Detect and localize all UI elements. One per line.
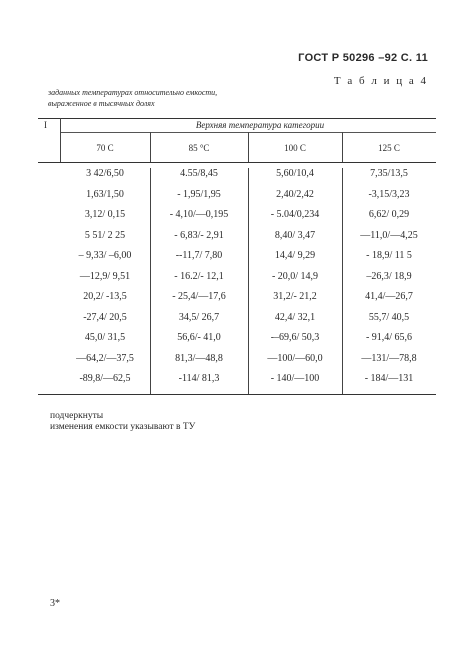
table-cell: 4.55/8,45 bbox=[180, 168, 218, 179]
note-line: подчеркнуты bbox=[50, 411, 104, 421]
table-top-rule bbox=[38, 118, 436, 119]
table-cell: - 4,10/—0,195 bbox=[169, 209, 229, 220]
table-cell: 55,7/ 40,5 bbox=[368, 311, 410, 323]
table-cell: 81,3/—48,8 bbox=[175, 352, 223, 364]
first-column-header: I bbox=[44, 120, 47, 130]
table-cell: - 184/—131 bbox=[364, 373, 414, 384]
table-cell: 2,40/2,42 bbox=[276, 188, 314, 200]
table-row bbox=[0, 291, 468, 311]
table-cell: 20,2/ -13,5 bbox=[83, 291, 127, 302]
table-cell: -114/ 81,3 bbox=[178, 373, 220, 384]
table-cell: 56,6/- 41,0 bbox=[177, 332, 221, 343]
table-row bbox=[0, 209, 468, 229]
table-row bbox=[0, 230, 468, 250]
table-cell: —100/—60,0 bbox=[267, 352, 323, 364]
table-row bbox=[0, 353, 468, 373]
header-bottom-rule bbox=[38, 162, 436, 163]
description-line: заданных температурах относительно емкости, bbox=[48, 88, 218, 97]
table-cell: 14,4/ 9,29 bbox=[274, 250, 316, 261]
table-row bbox=[0, 312, 468, 332]
note-line: изменения емкости указывают в ТУ bbox=[50, 422, 196, 432]
table-cell: -3,15/3,23 bbox=[368, 188, 410, 200]
table-cell: 41,4/—26,7 bbox=[365, 291, 413, 302]
table-cell: - 16.2/- 12,1 bbox=[174, 270, 224, 282]
table-cell: 34,5/ 26,7 bbox=[178, 311, 220, 323]
table-row bbox=[0, 168, 468, 188]
table-cell: -89,8/—62,5 bbox=[79, 373, 131, 384]
temp-header-70: 70 С bbox=[96, 143, 114, 153]
table-bottom-rule bbox=[38, 394, 436, 395]
table-cell: - 91,4/ 65,6 bbox=[365, 332, 413, 343]
table-cell: - 5.04/0,234 bbox=[270, 209, 320, 220]
page-number: 3* bbox=[50, 598, 60, 609]
table-cell: —64,2/—37,5 bbox=[76, 352, 134, 364]
temp-header-125: 125 С bbox=[378, 143, 400, 153]
table-cell: -–69,6/ 50,3 bbox=[270, 332, 320, 343]
table-cell: 42,4/ 32,1 bbox=[274, 311, 316, 323]
table-cell: 5 51/ 2 25 bbox=[84, 229, 126, 241]
table-cell: –26,3/ 18,9 bbox=[366, 270, 412, 282]
table-cell: --11,7/ 7,80 bbox=[175, 250, 223, 261]
column-divider bbox=[60, 118, 61, 162]
table-cell: 8,40/ 3,47 bbox=[274, 229, 316, 241]
table-cell: 3 42/6,50 bbox=[86, 168, 124, 179]
table-cell: - 25,4/—17,6 bbox=[172, 291, 226, 302]
temp-header-85: 85 °С bbox=[188, 143, 210, 153]
table-cell: 1,63/1,50 bbox=[86, 188, 124, 200]
table-row bbox=[0, 189, 468, 209]
table-cell: -27,4/ 20,5 bbox=[83, 311, 127, 323]
standard-code: ГОСТ Р 50296 –92 С. 11 bbox=[298, 52, 428, 64]
table-cell: 6,62/ 0,29 bbox=[368, 209, 410, 220]
table-row bbox=[0, 373, 468, 393]
table-row bbox=[0, 271, 468, 291]
table-label: Т а б л и ц а 4 bbox=[333, 75, 428, 87]
temp-header-100: 100 С bbox=[284, 143, 306, 153]
table-cell: —12,9/ 9,51 bbox=[79, 270, 131, 282]
table-cell: - 6,83/- 2,91 bbox=[174, 229, 224, 241]
table-cell: 5,60/10,4 bbox=[276, 168, 314, 179]
table-cell: 31,2/- 21,2 bbox=[273, 291, 317, 302]
table-row bbox=[0, 250, 468, 270]
description-line: выраженное в тысячных долях bbox=[48, 99, 155, 108]
table-cell: —11,0/—4,25 bbox=[360, 229, 418, 241]
table-row bbox=[0, 332, 468, 352]
table-cell: - 1,95/1,95 bbox=[177, 188, 221, 200]
table-description bbox=[48, 87, 217, 109]
table-cell: —131/—78,8 bbox=[361, 352, 417, 364]
table-cell: - 20,0/ 14,9 bbox=[271, 270, 319, 282]
table-cell: – 9,33/ –6,00 bbox=[78, 250, 132, 261]
table-cell: - 18,9/ 11 5 bbox=[366, 250, 412, 261]
table-cell: 3,12/ 0,15 bbox=[84, 209, 126, 220]
table-cell: - 140/—100 bbox=[270, 373, 320, 384]
table-cell: 7,35/13,5 bbox=[370, 168, 408, 179]
table-cell: 45,0/ 31,5 bbox=[84, 332, 126, 343]
span-header: Верхняя температура категории bbox=[195, 120, 325, 130]
